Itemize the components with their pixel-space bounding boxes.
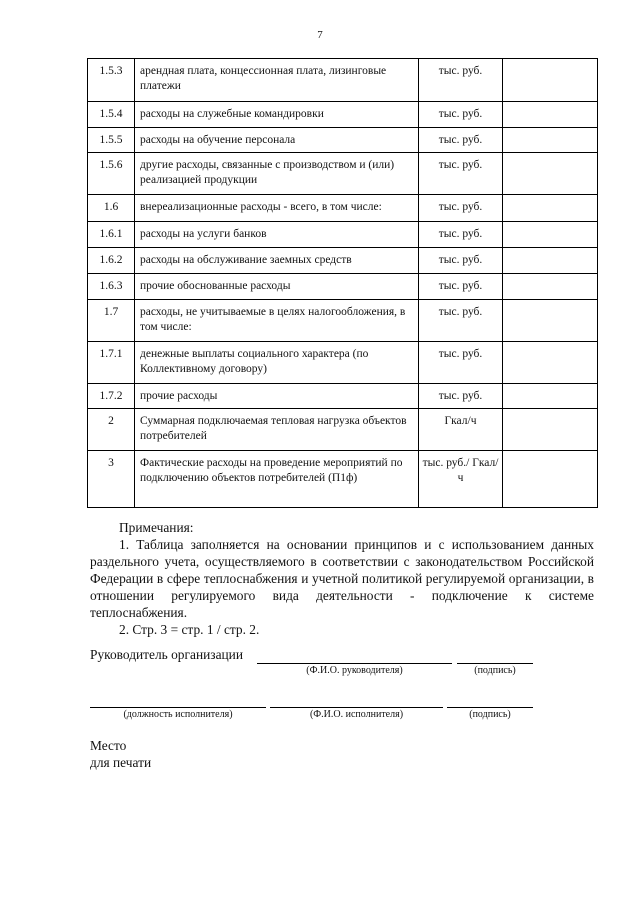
report-table: [87, 58, 598, 508]
row-value[interactable]: [503, 102, 598, 128]
executor-name-caption: (Ф.И.О. исполнителя): [309, 709, 404, 720]
row-number: 1.6: [88, 195, 135, 222]
row-name: Суммарная подключаемая тепловая нагрузка объектов потребителей: [135, 409, 419, 451]
row-name: арендная плата, концессионная плата, лизинговые платежи: [135, 59, 419, 102]
row-value[interactable]: [503, 153, 598, 195]
table-row: [88, 274, 598, 300]
head-name-caption: (Ф.И.О. руководителя): [306, 665, 403, 676]
row-value[interactable]: [503, 59, 598, 102]
row-value[interactable]: [503, 128, 598, 153]
row-value[interactable]: [503, 222, 598, 248]
row-name: прочие обоснованные расходы: [135, 274, 419, 300]
row-unit: тыс. руб.: [419, 248, 503, 274]
row-name: расходы на услуги банков: [135, 222, 419, 248]
row-name: другие расходы, связанные с производством и (или) реализацией продукции: [135, 153, 419, 195]
row-unit: Гкал/ч: [419, 409, 503, 451]
row-unit: тыс. руб./ Гкал/ч: [419, 451, 503, 508]
stamp-line-1: Место: [90, 738, 127, 753]
row-number: 1.7.2: [88, 384, 135, 409]
row-name: денежные выплаты социального характера (по Коллективному договору): [135, 342, 419, 384]
table-row: [88, 248, 598, 274]
page-number: 7: [317, 29, 323, 41]
row-name: прочие расходы: [135, 384, 419, 409]
row-number: 2: [88, 409, 135, 451]
row-name: расходы на обслуживание заемных средств: [135, 248, 419, 274]
row-unit: тыс. руб.: [419, 342, 503, 384]
row-number: 1.6.3: [88, 274, 135, 300]
head-sign-caption: (подпись): [474, 665, 516, 676]
row-name: внереализационные расходы - всего, в том числе:: [135, 195, 419, 222]
row-number: 1.5.3: [88, 59, 135, 102]
row-value[interactable]: [503, 300, 598, 342]
row-value[interactable]: [503, 195, 598, 222]
table-row: [88, 300, 598, 342]
row-number: 1.7: [88, 300, 135, 342]
table-row: [88, 222, 598, 248]
notes-section: [90, 519, 594, 638]
row-name: расходы, не учитываемые в целях налогообложения, в том числе:: [135, 300, 419, 342]
row-unit: тыс. руб.: [419, 222, 503, 248]
row-unit: тыс. руб.: [419, 195, 503, 222]
table-row: [88, 342, 598, 384]
row-number: 1.7.1: [88, 342, 135, 384]
head-name-line[interactable]: [257, 663, 452, 664]
stamp-place: [90, 737, 151, 771]
row-name: Фактические расходы на проведение мероприятий по подключению объектов потребителей (П1ф): [135, 451, 419, 508]
head-signature-label: Руководитель организации: [90, 647, 244, 662]
note-item-2: 2. Стр. 3 = стр. 1 / стр. 2.: [119, 622, 260, 637]
executor-position-line[interactable]: [90, 707, 266, 708]
note-item-1: 1. Таблица заполняется на основании принципов и с использованием данных раздельного учета, осуществляемого в соответствии с законодательством Российской Федерации в сфере теплоснабжения и учетной политикой регулируемой организации, в отношении регулируемого вида деятельности - подключение к системе теплоснабжения.: [90, 537, 594, 620]
row-name: расходы на обучение персонала: [135, 128, 419, 153]
table-row: [88, 409, 598, 451]
head-sign-line[interactable]: [457, 663, 533, 664]
notes-heading: Примечания:: [119, 520, 194, 535]
row-unit: тыс. руб.: [419, 384, 503, 409]
row-name: расходы на служебные командировки: [135, 102, 419, 128]
row-value[interactable]: [503, 409, 598, 451]
row-unit: тыс. руб.: [419, 128, 503, 153]
table-row: [88, 102, 598, 128]
table-row: [88, 59, 598, 102]
table-row: [88, 128, 598, 153]
executor-sign-line[interactable]: [447, 707, 533, 708]
row-value[interactable]: [503, 274, 598, 300]
row-unit: тыс. руб.: [419, 300, 503, 342]
table-row: [88, 153, 598, 195]
row-number: 1.5.6: [88, 153, 135, 195]
row-unit: тыс. руб.: [419, 153, 503, 195]
table-row: [88, 384, 598, 409]
row-unit: тыс. руб.: [419, 274, 503, 300]
executor-name-line[interactable]: [270, 707, 443, 708]
row-number: 3: [88, 451, 135, 508]
table-row: [88, 195, 598, 222]
row-value[interactable]: [503, 451, 598, 508]
row-value[interactable]: [503, 248, 598, 274]
table-row: [88, 451, 598, 508]
row-unit: тыс. руб.: [419, 102, 503, 128]
row-number: 1.5.4: [88, 102, 135, 128]
row-number: 1.5.5: [88, 128, 135, 153]
row-value[interactable]: [503, 384, 598, 409]
executor-sign-caption: (подпись): [469, 709, 511, 720]
row-number: 1.6.2: [88, 248, 135, 274]
row-unit: тыс. руб.: [419, 59, 503, 102]
executor-position-caption: (должность исполнителя): [123, 709, 233, 720]
stamp-line-2: для печати: [90, 755, 152, 770]
row-number: 1.6.1: [88, 222, 135, 248]
row-value[interactable]: [503, 342, 598, 384]
